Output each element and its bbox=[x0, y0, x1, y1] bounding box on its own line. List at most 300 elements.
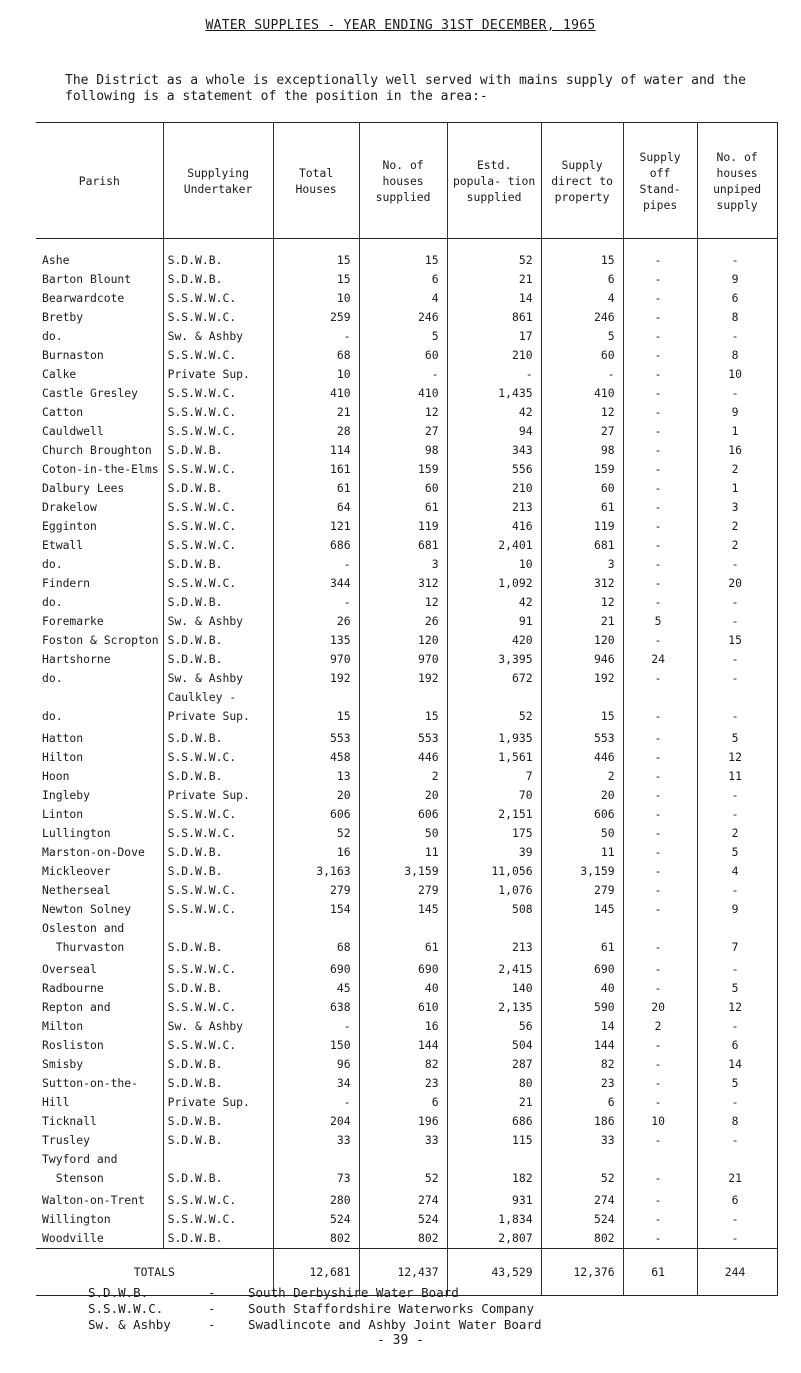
cell-supply-direct: 159 bbox=[541, 460, 623, 479]
cell-parish: Dalbury Lees bbox=[42, 481, 125, 495]
cell-supply-direct: 61 bbox=[541, 919, 623, 960]
cell-parish: Ticknall bbox=[42, 1114, 97, 1128]
table-body bbox=[36, 239, 777, 1249]
cell-total-houses: 135 bbox=[273, 631, 359, 650]
cell-supply-direct: 60 bbox=[541, 479, 623, 498]
cell-houses-supplied: 33 bbox=[359, 1131, 447, 1150]
cell-total-houses: 344 bbox=[273, 574, 359, 593]
cell-unpiped: 6 bbox=[697, 289, 777, 308]
cell-standpipes: - bbox=[623, 669, 697, 688]
cell-unpiped: 8 bbox=[697, 346, 777, 365]
cell-population: 213 bbox=[447, 498, 541, 517]
cell-total-houses: 192 bbox=[273, 669, 359, 688]
cell-houses-supplied: 52 bbox=[359, 1150, 447, 1191]
table-row bbox=[36, 239, 777, 271]
cell-parish: Drakelow bbox=[42, 500, 97, 514]
cell-standpipes: - bbox=[623, 403, 697, 422]
cell-undertaker: S.D.W.B. bbox=[163, 631, 273, 650]
cell-unpiped: - bbox=[697, 805, 777, 824]
cell-standpipes: - bbox=[623, 1131, 697, 1150]
cell-undertaker: Caulkley - Private Sup. bbox=[163, 688, 273, 729]
cell-undertaker: S.S.W.W.C. bbox=[163, 308, 273, 327]
cell-unpiped: 5 bbox=[697, 843, 777, 862]
cell-supply-direct: 186 bbox=[541, 1112, 623, 1131]
cell-total-houses: 458 bbox=[273, 748, 359, 767]
cell-parish: Twyford and Stenson bbox=[42, 1152, 118, 1185]
table-row bbox=[36, 960, 777, 979]
table-row bbox=[36, 403, 777, 422]
cell-total-houses: 114 bbox=[273, 441, 359, 460]
cell-undertaker: S.S.W.W.C. bbox=[163, 517, 273, 536]
cell-standpipes: 24 bbox=[623, 650, 697, 669]
cell-supply-direct: 6 bbox=[541, 1093, 623, 1112]
cell-supply-direct: 11 bbox=[541, 843, 623, 862]
cell-population: 39 bbox=[447, 843, 541, 862]
cell-population: 140 bbox=[447, 979, 541, 998]
cell-standpipes: - bbox=[623, 555, 697, 574]
cell-population: 182 bbox=[447, 1150, 541, 1191]
cell-supply-direct: 606 bbox=[541, 805, 623, 824]
cell-parish: Burnaston bbox=[42, 348, 104, 362]
cell-parish: Foremarke bbox=[42, 614, 104, 628]
cell-standpipes: - bbox=[623, 289, 697, 308]
cell-standpipes: - bbox=[623, 384, 697, 403]
totals-houses-supplied: 12,437 bbox=[359, 1249, 447, 1296]
cell-total-houses: 970 bbox=[273, 650, 359, 669]
cell-houses-supplied: 4 bbox=[359, 289, 447, 308]
cell-population: 1,834 bbox=[447, 1210, 541, 1229]
cell-supply-direct: 192 bbox=[541, 669, 623, 688]
cell-total-houses: - bbox=[273, 593, 359, 612]
cell-undertaker: S.D.W.B. bbox=[163, 441, 273, 460]
table-row bbox=[36, 365, 777, 384]
cell-supply-direct: 20 bbox=[541, 786, 623, 805]
cell-supply-direct: 119 bbox=[541, 517, 623, 536]
cell-parish: Linton bbox=[42, 807, 84, 821]
cell-parish: Barton Blount bbox=[42, 272, 132, 286]
cell-houses-supplied: 50 bbox=[359, 824, 447, 843]
cell-supply-direct: 553 bbox=[541, 729, 623, 748]
cell-supply-direct: 145 bbox=[541, 900, 623, 919]
cell-houses-supplied: 279 bbox=[359, 881, 447, 900]
cell-total-houses: 15 bbox=[273, 688, 359, 729]
cell-standpipes: - bbox=[623, 593, 697, 612]
cell-supply-direct: 3,159 bbox=[541, 862, 623, 881]
cell-supply-direct: - bbox=[541, 365, 623, 384]
cell-houses-supplied: 610 bbox=[359, 998, 447, 1017]
cell-total-houses: 21 bbox=[273, 403, 359, 422]
cell-houses-supplied: 60 bbox=[359, 346, 447, 365]
cell-standpipes: - bbox=[623, 729, 697, 748]
cell-standpipes: - bbox=[623, 422, 697, 441]
cell-unpiped: - bbox=[697, 1093, 777, 1112]
cell-parish: Hilton bbox=[42, 750, 84, 764]
cell-total-houses: 150 bbox=[273, 1036, 359, 1055]
cell-parish: Church Broughton bbox=[42, 443, 152, 457]
legend-name: South Derbyshire Water Board bbox=[248, 1285, 459, 1300]
cell-houses-supplied: 82 bbox=[359, 1055, 447, 1074]
header-population: Estd. popula- tion supplied bbox=[447, 123, 541, 239]
cell-undertaker: Sw. & Ashby bbox=[163, 327, 273, 346]
cell-parish: Lullington bbox=[42, 826, 111, 840]
legend-abbr: S.D.W.B. bbox=[88, 1285, 149, 1300]
cell-supply-direct: 5 bbox=[541, 327, 623, 346]
cell-supply-direct: 40 bbox=[541, 979, 623, 998]
cell-houses-supplied: 192 bbox=[359, 669, 447, 688]
cell-houses-supplied: 3,159 bbox=[359, 862, 447, 881]
cell-population: 42 bbox=[447, 403, 541, 422]
table-row bbox=[36, 441, 777, 460]
cell-undertaker: S.S.W.W.C. bbox=[163, 998, 273, 1017]
cell-population: 7 bbox=[447, 767, 541, 786]
table-row bbox=[36, 346, 777, 365]
cell-houses-supplied: 312 bbox=[359, 574, 447, 593]
cell-parish: Rosliston bbox=[42, 1038, 104, 1052]
table-row bbox=[36, 900, 777, 919]
cell-total-houses: 15 bbox=[273, 270, 359, 289]
cell-population: 2,135 bbox=[447, 998, 541, 1017]
cell-parish: Sutton-on-the- bbox=[42, 1076, 139, 1090]
cell-standpipes: - bbox=[623, 441, 697, 460]
legend-name: Swadlincote and Ashby Joint Water Board bbox=[248, 1317, 542, 1332]
cell-supply-direct: 946 bbox=[541, 650, 623, 669]
cell-parish: Hartshorne bbox=[42, 652, 111, 666]
cell-unpiped: 20 bbox=[697, 574, 777, 593]
cell-supply-direct: 6 bbox=[541, 270, 623, 289]
cell-undertaker: S.S.W.W.C. bbox=[163, 1036, 273, 1055]
cell-unpiped: 11 bbox=[697, 767, 777, 786]
cell-parish: do. bbox=[42, 709, 63, 723]
table-row bbox=[36, 805, 777, 824]
cell-undertaker: Private Sup. bbox=[163, 365, 273, 384]
table-row bbox=[36, 979, 777, 998]
cell-unpiped: - bbox=[697, 1210, 777, 1229]
cell-undertaker: S.S.W.W.C. bbox=[163, 498, 273, 517]
cell-standpipes: - bbox=[623, 365, 697, 384]
cell-total-houses: 259 bbox=[273, 308, 359, 327]
cell-total-houses: 68 bbox=[273, 919, 359, 960]
cell-unpiped: 4 bbox=[697, 862, 777, 881]
table-row bbox=[36, 729, 777, 748]
totals-population: 43,529 bbox=[447, 1249, 541, 1296]
header-undertaker: Supplying Undertaker bbox=[163, 123, 273, 239]
cell-supply-direct: 15 bbox=[541, 688, 623, 729]
cell-total-houses: 553 bbox=[273, 729, 359, 748]
table-row bbox=[36, 650, 777, 669]
cell-standpipes: - bbox=[623, 688, 697, 729]
cell-total-houses: 3,163 bbox=[273, 862, 359, 881]
cell-standpipes: - bbox=[623, 1074, 697, 1093]
cell-total-houses: 638 bbox=[273, 998, 359, 1017]
cell-total-houses: - bbox=[273, 1017, 359, 1036]
cell-houses-supplied: 6 bbox=[359, 270, 447, 289]
cell-unpiped: - bbox=[697, 1131, 777, 1150]
table-row bbox=[36, 498, 777, 517]
cell-supply-direct: 681 bbox=[541, 536, 623, 555]
cell-total-houses: 20 bbox=[273, 786, 359, 805]
cell-undertaker: S.S.W.W.C. bbox=[163, 748, 273, 767]
cell-supply-direct: 590 bbox=[541, 998, 623, 1017]
cell-undertaker: S.S.W.W.C. bbox=[163, 289, 273, 308]
cell-unpiped: - bbox=[697, 239, 777, 271]
cell-undertaker: S.D.W.B. bbox=[163, 1055, 273, 1074]
cell-parish: do. bbox=[42, 595, 63, 609]
cell-parish: Findern bbox=[42, 576, 91, 590]
cell-population: 2,401 bbox=[447, 536, 541, 555]
table-row bbox=[36, 270, 777, 289]
cell-population: 861 bbox=[447, 308, 541, 327]
cell-population: 80 bbox=[447, 1074, 541, 1093]
cell-parish: Ashe bbox=[42, 253, 70, 267]
cell-population: 2,151 bbox=[447, 805, 541, 824]
cell-standpipes: - bbox=[623, 498, 697, 517]
cell-unpiped: 12 bbox=[697, 998, 777, 1017]
cell-undertaker: S.D.W.B. bbox=[163, 843, 273, 862]
cell-houses-supplied: 802 bbox=[359, 1229, 447, 1249]
cell-undertaker: S.S.W.W.C. bbox=[163, 1191, 273, 1210]
cell-unpiped: 2 bbox=[697, 460, 777, 479]
cell-total-houses: - bbox=[273, 555, 359, 574]
cell-parish: do. bbox=[42, 671, 63, 685]
cell-supply-direct: 4 bbox=[541, 289, 623, 308]
cell-total-houses: 64 bbox=[273, 498, 359, 517]
cell-population: - bbox=[447, 365, 541, 384]
cell-undertaker: S.S.W.W.C. bbox=[163, 384, 273, 403]
cell-parish: Etwall bbox=[42, 538, 84, 552]
cell-houses-supplied: 410 bbox=[359, 384, 447, 403]
cell-total-houses: 606 bbox=[273, 805, 359, 824]
cell-parish: Hatton bbox=[42, 731, 84, 745]
cell-houses-supplied: 159 bbox=[359, 460, 447, 479]
cell-houses-supplied: 12 bbox=[359, 593, 447, 612]
cell-population: 42 bbox=[447, 593, 541, 612]
page-title: WATER SUPPLIES - YEAR ENDING 31ST DECEMBER, 1965 bbox=[205, 18, 596, 33]
cell-parish: Trusley bbox=[42, 1133, 91, 1147]
totals-total-houses: 12,681 bbox=[273, 1249, 359, 1296]
cell-standpipes: - bbox=[623, 239, 697, 271]
cell-standpipes: - bbox=[623, 460, 697, 479]
cell-undertaker: Sw. & Ashby bbox=[163, 1017, 273, 1036]
cell-population: 115 bbox=[447, 1131, 541, 1150]
header-standpipes: Supply off Stand- pipes bbox=[623, 123, 697, 239]
table-row bbox=[36, 1210, 777, 1229]
cell-supply-direct: 50 bbox=[541, 824, 623, 843]
cell-undertaker: S.S.W.W.C. bbox=[163, 881, 273, 900]
cell-supply-direct: 14 bbox=[541, 1017, 623, 1036]
cell-parish: do. bbox=[42, 557, 63, 571]
cell-parish: Castle Gresley bbox=[42, 386, 139, 400]
table-row bbox=[36, 327, 777, 346]
water-supplies-table bbox=[36, 122, 778, 1296]
cell-standpipes: 10 bbox=[623, 1112, 697, 1131]
table-row bbox=[36, 574, 777, 593]
table-row bbox=[36, 1017, 777, 1036]
cell-standpipes: - bbox=[623, 479, 697, 498]
cell-population: 1,561 bbox=[447, 748, 541, 767]
cell-standpipes: - bbox=[623, 1191, 697, 1210]
cell-parish: Egginton bbox=[42, 519, 97, 533]
table-row bbox=[36, 1131, 777, 1150]
cell-parish: Calke bbox=[42, 367, 77, 381]
cell-undertaker: S.D.W.B. bbox=[163, 1074, 273, 1093]
cell-standpipes: - bbox=[623, 1150, 697, 1191]
cell-population: 2,807 bbox=[447, 1229, 541, 1249]
legend-item bbox=[88, 1317, 542, 1333]
cell-unpiped: 5 bbox=[697, 1074, 777, 1093]
table-row bbox=[36, 1093, 777, 1112]
cell-total-houses: 154 bbox=[273, 900, 359, 919]
cell-population: 21 bbox=[447, 1093, 541, 1112]
cell-supply-direct: 246 bbox=[541, 308, 623, 327]
cell-undertaker: S.D.W.B. bbox=[163, 239, 273, 271]
totals-standpipes: 61 bbox=[623, 1249, 697, 1296]
cell-unpiped: 9 bbox=[697, 403, 777, 422]
cell-supply-direct: 274 bbox=[541, 1191, 623, 1210]
cell-total-houses: 34 bbox=[273, 1074, 359, 1093]
cell-unpiped: 9 bbox=[697, 270, 777, 289]
cell-supply-direct: 60 bbox=[541, 346, 623, 365]
cell-supply-direct: 21 bbox=[541, 612, 623, 631]
cell-undertaker: S.D.W.B. bbox=[163, 270, 273, 289]
cell-population: 11,056 bbox=[447, 862, 541, 881]
cell-standpipes: - bbox=[623, 881, 697, 900]
table-row bbox=[36, 555, 777, 574]
cell-undertaker: S.D.W.B. bbox=[163, 479, 273, 498]
cell-standpipes: - bbox=[623, 900, 697, 919]
cell-unpiped: 8 bbox=[697, 1112, 777, 1131]
cell-total-houses: 96 bbox=[273, 1055, 359, 1074]
cell-population: 508 bbox=[447, 900, 541, 919]
cell-population: 556 bbox=[447, 460, 541, 479]
cell-parish: Newton Solney bbox=[42, 902, 132, 916]
legend-item bbox=[88, 1301, 542, 1317]
table-row bbox=[36, 1191, 777, 1210]
cell-houses-supplied: 16 bbox=[359, 1017, 447, 1036]
cell-houses-supplied: 40 bbox=[359, 979, 447, 998]
cell-total-houses: 524 bbox=[273, 1210, 359, 1229]
table-row bbox=[36, 460, 777, 479]
cell-total-houses: - bbox=[273, 1093, 359, 1112]
cell-supply-direct: 279 bbox=[541, 881, 623, 900]
cell-undertaker: S.S.W.W.C. bbox=[163, 824, 273, 843]
header-houses-supplied: No. of houses supplied bbox=[359, 123, 447, 239]
cell-standpipes: - bbox=[623, 308, 697, 327]
cell-total-houses: 10 bbox=[273, 365, 359, 384]
cell-houses-supplied: 681 bbox=[359, 536, 447, 555]
cell-undertaker: S.S.W.W.C. bbox=[163, 574, 273, 593]
legend-name: South Staffordshire Waterworks Company bbox=[248, 1301, 534, 1316]
cell-houses-supplied: 3 bbox=[359, 555, 447, 574]
cell-total-houses: 73 bbox=[273, 1150, 359, 1191]
cell-supply-direct: 144 bbox=[541, 1036, 623, 1055]
cell-population: 1,076 bbox=[447, 881, 541, 900]
cell-undertaker: S.S.W.W.C. bbox=[163, 1210, 273, 1229]
cell-houses-supplied: 26 bbox=[359, 612, 447, 631]
cell-supply-direct: 98 bbox=[541, 441, 623, 460]
cell-population: 1,092 bbox=[447, 574, 541, 593]
table-row bbox=[36, 384, 777, 403]
cell-total-houses: 690 bbox=[273, 960, 359, 979]
cell-population: 672 bbox=[447, 669, 541, 688]
cell-population: 504 bbox=[447, 1036, 541, 1055]
cell-supply-direct: 82 bbox=[541, 1055, 623, 1074]
header-unpiped: No. of houses unpiped supply bbox=[697, 123, 777, 239]
cell-parish: Woodville bbox=[42, 1231, 104, 1245]
cell-standpipes: - bbox=[623, 805, 697, 824]
cell-parish: Bretby bbox=[42, 310, 84, 324]
cell-unpiped: 9 bbox=[697, 900, 777, 919]
cell-unpiped: 6 bbox=[697, 1036, 777, 1055]
table-row bbox=[36, 1229, 777, 1249]
cell-parish: Netherseal bbox=[42, 883, 111, 897]
cell-houses-supplied: 27 bbox=[359, 422, 447, 441]
table-row bbox=[36, 631, 777, 650]
cell-population: 416 bbox=[447, 517, 541, 536]
cell-unpiped: - bbox=[697, 786, 777, 805]
cell-standpipes: - bbox=[623, 960, 697, 979]
cell-houses-supplied: 524 bbox=[359, 1210, 447, 1229]
table-row bbox=[36, 1055, 777, 1074]
table-row bbox=[36, 998, 777, 1017]
cell-supply-direct: 446 bbox=[541, 748, 623, 767]
cell-standpipes: 20 bbox=[623, 998, 697, 1017]
cell-houses-supplied: 23 bbox=[359, 1074, 447, 1093]
cell-standpipes: - bbox=[623, 786, 697, 805]
intro-paragraph: The District as a whole is exceptionally well served with mains supply of water and the following is a statement of the position in the area:- bbox=[65, 73, 746, 104]
cell-houses-supplied: 98 bbox=[359, 441, 447, 460]
cell-supply-direct: 312 bbox=[541, 574, 623, 593]
cell-houses-supplied: 274 bbox=[359, 1191, 447, 1210]
cell-undertaker: S.S.W.W.C. bbox=[163, 805, 273, 824]
table-row bbox=[36, 843, 777, 862]
cell-total-houses: 68 bbox=[273, 346, 359, 365]
cell-total-houses: 61 bbox=[273, 479, 359, 498]
cell-unpiped: - bbox=[697, 669, 777, 688]
cell-undertaker: S.D.W.B. bbox=[163, 593, 273, 612]
cell-supply-direct: 61 bbox=[541, 498, 623, 517]
cell-unpiped: 15 bbox=[697, 631, 777, 650]
legend-dash: - bbox=[208, 1285, 216, 1300]
page-number: - 39 - bbox=[377, 1333, 424, 1348]
cell-supply-direct: 3 bbox=[541, 555, 623, 574]
cell-undertaker: S.S.W.W.C. bbox=[163, 346, 273, 365]
cell-standpipes: - bbox=[623, 862, 697, 881]
cell-total-houses: 410 bbox=[273, 384, 359, 403]
cell-standpipes: - bbox=[623, 574, 697, 593]
cell-total-houses: 686 bbox=[273, 536, 359, 555]
cell-population: 686 bbox=[447, 1112, 541, 1131]
header-parish: Parish bbox=[36, 123, 163, 239]
cell-houses-supplied: 120 bbox=[359, 631, 447, 650]
header-total-houses: Total Houses bbox=[273, 123, 359, 239]
cell-population: 17 bbox=[447, 327, 541, 346]
cell-population: 70 bbox=[447, 786, 541, 805]
cell-total-houses: 13 bbox=[273, 767, 359, 786]
cell-supply-direct: 524 bbox=[541, 1210, 623, 1229]
cell-total-houses: 204 bbox=[273, 1112, 359, 1131]
table-row bbox=[36, 748, 777, 767]
table-row bbox=[36, 479, 777, 498]
cell-undertaker: Private Sup. bbox=[163, 1093, 273, 1112]
cell-parish: Radbourne bbox=[42, 981, 104, 995]
cell-population: 10 bbox=[447, 555, 541, 574]
cell-unpiped: 1 bbox=[697, 479, 777, 498]
cell-population: 21 bbox=[447, 270, 541, 289]
cell-unpiped: - bbox=[697, 1229, 777, 1249]
cell-undertaker: S.S.W.W.C. bbox=[163, 960, 273, 979]
cell-population: 213 bbox=[447, 919, 541, 960]
table-row bbox=[36, 422, 777, 441]
